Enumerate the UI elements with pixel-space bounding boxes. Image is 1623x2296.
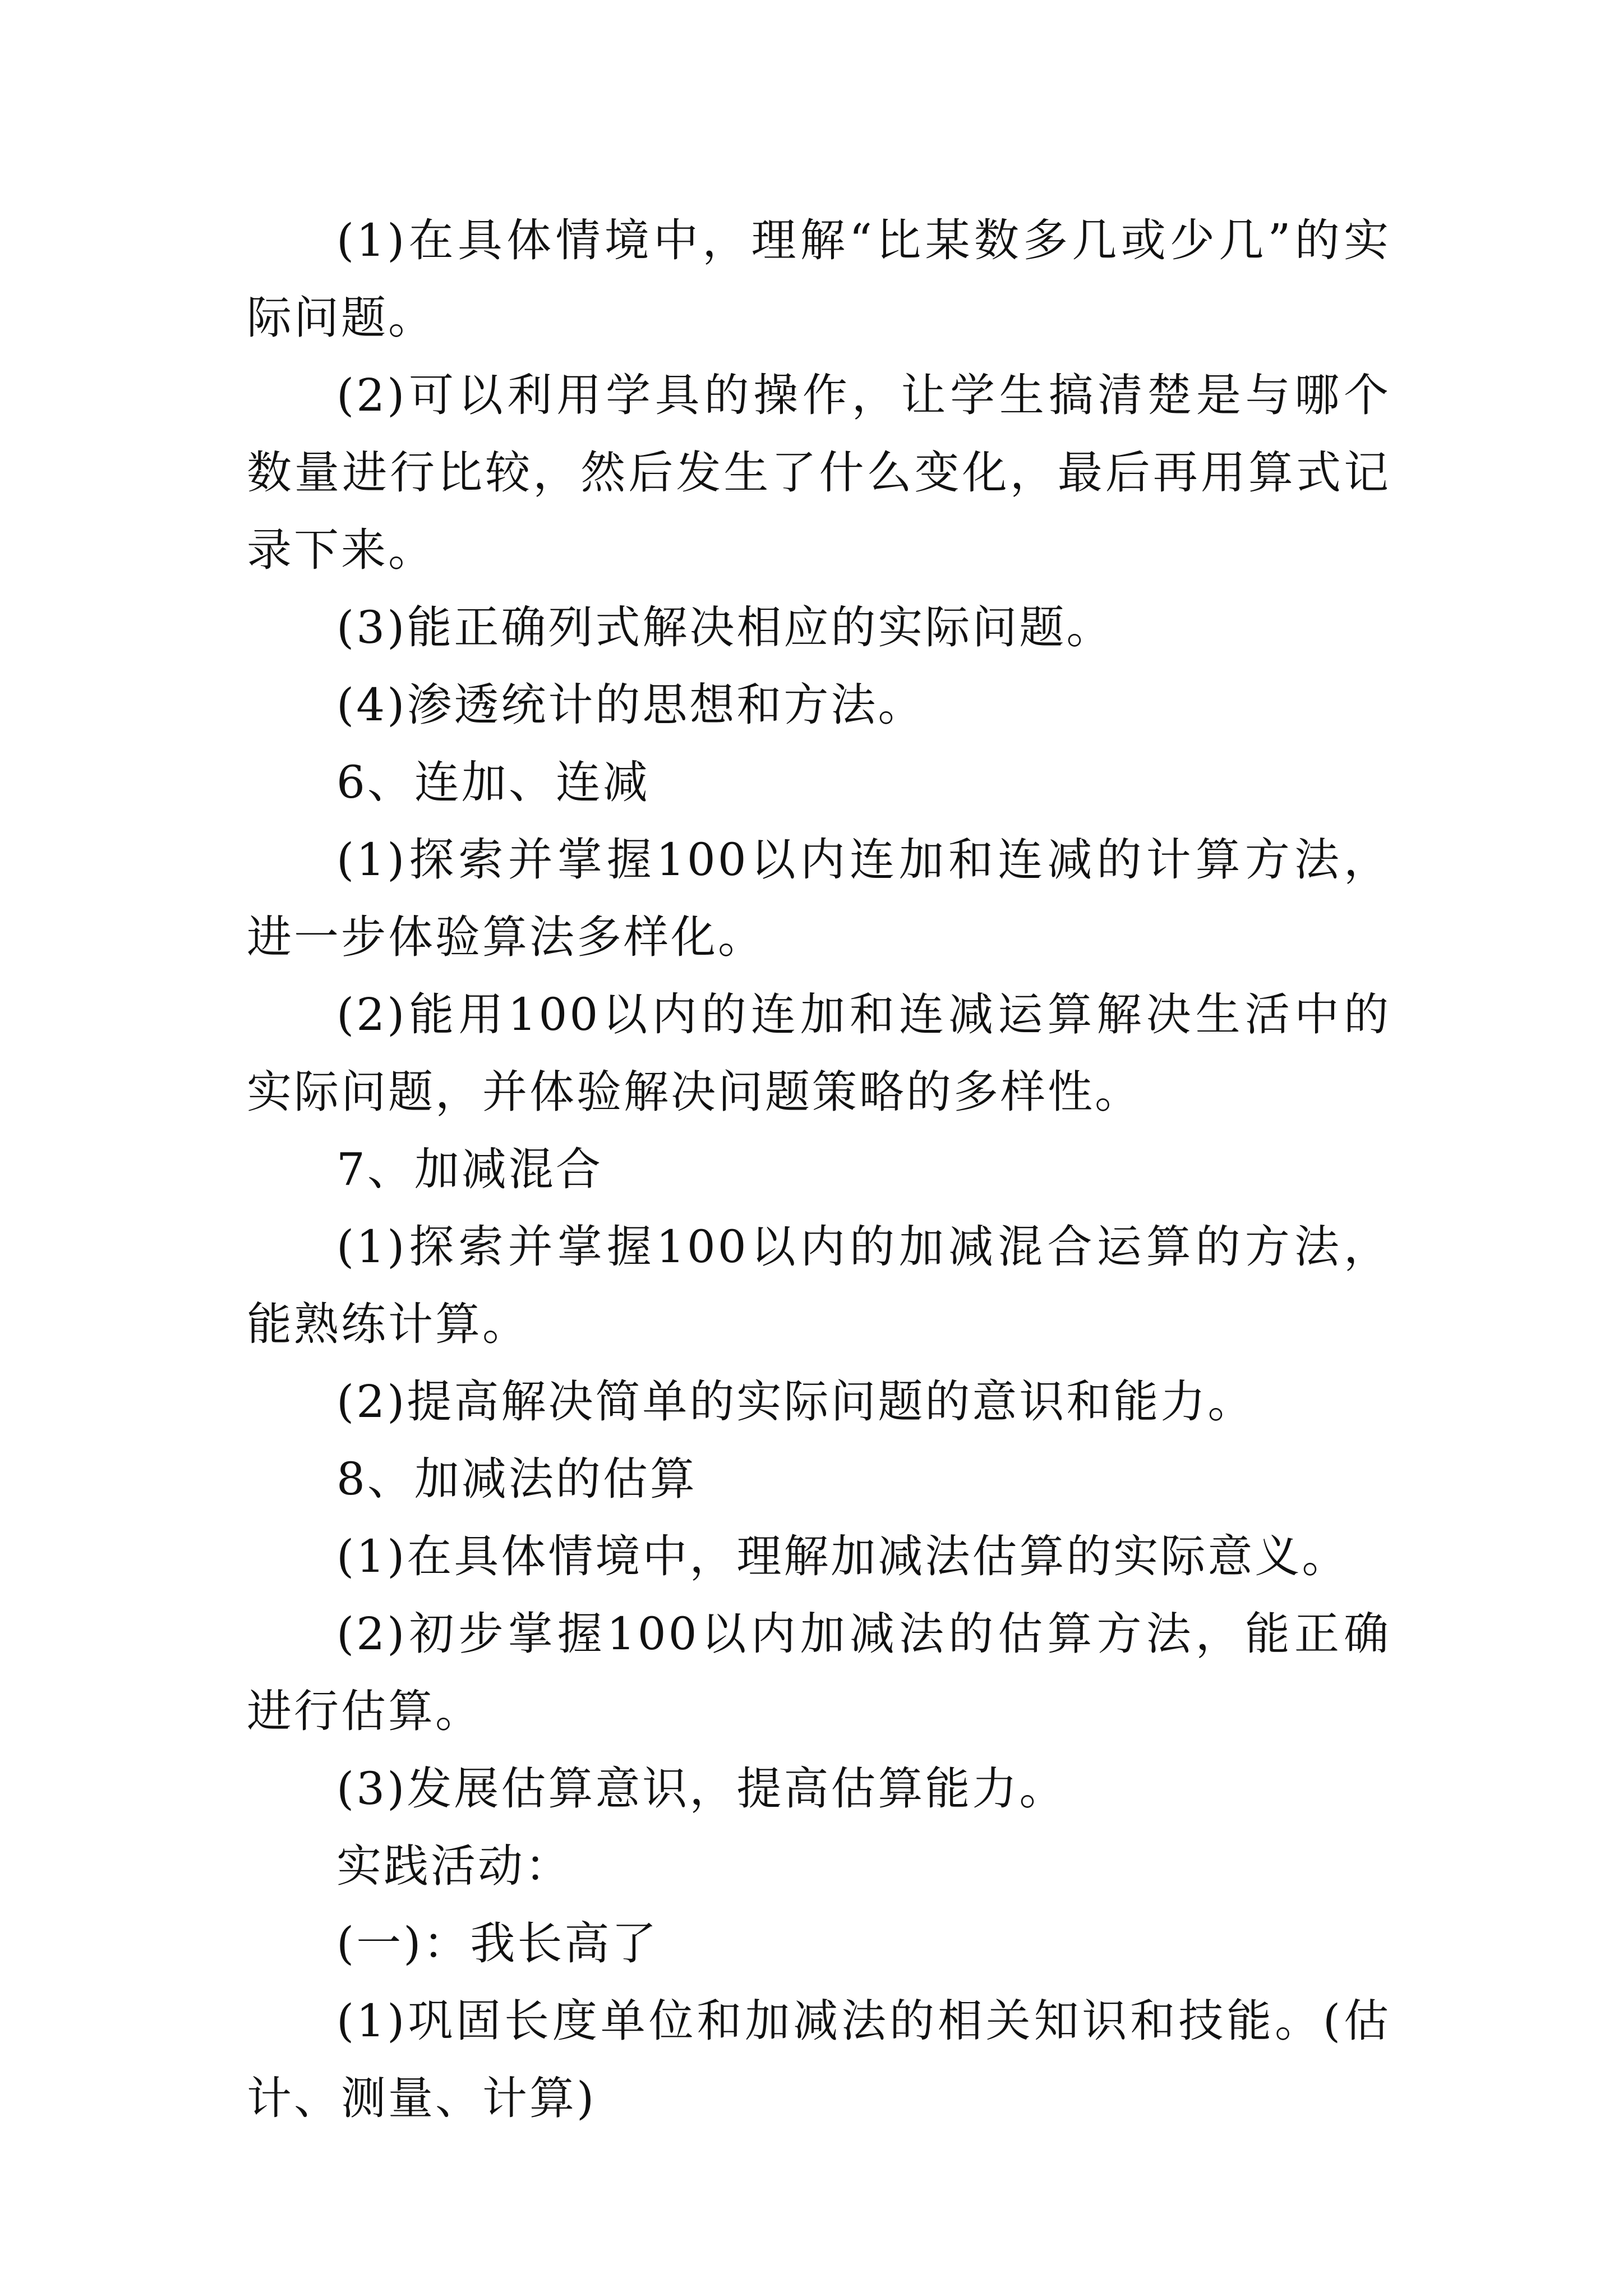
paragraph-8-3: (3)发展估算意识，提高估算能力。 [336,1763,1067,1815]
paragraph-7-2: (2)提高解决简单的实际问题的意识和能力。 [336,1375,1255,1428]
paragraph-6-2: (2)能用100以内的连加和连减运算解决生活中的实际问题，并体验解决问题策略的多样性。 [247,988,1391,1118]
paragraph-8-2: (2)初步掌握100以内加减法的估算方法，能正确进行估算。 [247,1608,1391,1737]
paragraph-1: (1)在具体情境中，理解“比某数多几或少几”的实际问题。 [247,214,1391,344]
paragraph-7-1: (1)探索并掌握100以内的加减混合运算的方法，能熟练计算。 [247,1221,1391,1350]
paragraph-8-1: (1)在具体情境中，理解加减法估算的实际意义。 [336,1530,1349,1582]
paragraph-4: (4)渗透统计的思想和方法。 [336,679,925,731]
paragraph-6-1: (1)探索并掌握100以内连加和连减的计算方法，进一步体验算法多样化。 [247,834,1391,963]
paragraph-2: (2)可以利用学具的操作，让学生搞清楚是与哪个数量进行比较，然后发生了什么变化，最后再用算式记录下来。 [247,369,1391,576]
section-heading-7: 7、加减混合 [336,1143,603,1195]
practice-heading: 实践活动： [336,1840,572,1892]
activity-paragraph-1: (1)巩固长度单位和加减法的相关知识和技能。(估计、测量、计算) [247,1995,1391,2124]
section-heading-8: 8、加减法的估算 [336,1453,697,1505]
document-body [247,202,1391,2137]
section-heading-6: 6、连加、连减 [336,756,650,808]
paragraph-3: (3)能正确列式解决相应的实际问题。 [336,601,1114,654]
activity-heading-1: (一)：我长高了 [336,1917,659,1970]
